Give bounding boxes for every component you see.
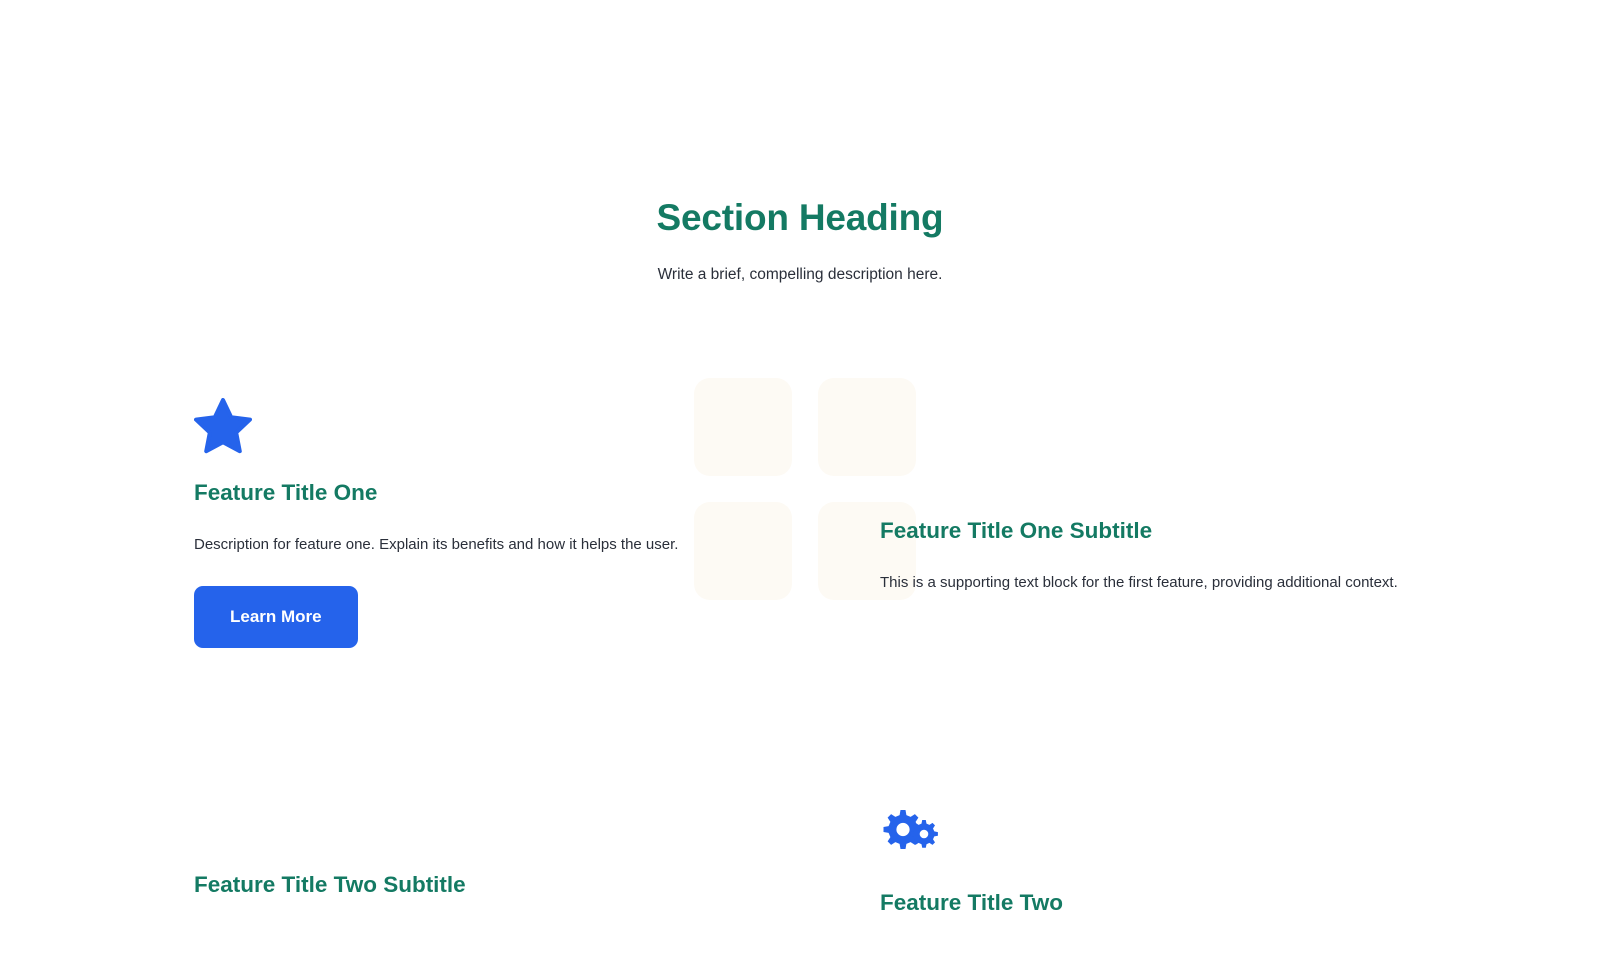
feature-grid [0,398,1600,918]
learn-more-button[interactable]: Learn More [194,586,358,648]
section-header [0,0,1600,286]
feature-one-title: Feature Title One [194,480,378,505]
feature-card-two [880,648,1406,918]
feature-one-subtitle-description: This is a supporting text block for the first feature, providing additional context. [880,574,1398,591]
section-description: Write a brief, compelling description here. [657,266,943,283]
feature-one-description: Description for feature one. Explain its benefits and how it helps the user. [194,536,679,553]
feature-one-subtitle-title: Feature Title One Subtitle [880,518,1153,543]
feature-card-one-subtitle [880,398,1406,648]
star-icon [194,398,720,456]
feature-two-title: Feature Title Two [880,890,1063,915]
page-title: Section Heading [656,197,944,238]
feature-card-two-subtitle [194,648,720,918]
feature-two-subtitle-title: Feature Title Two Subtitle [194,872,466,897]
feature-card-one [194,398,720,648]
gears-icon [880,808,1406,866]
